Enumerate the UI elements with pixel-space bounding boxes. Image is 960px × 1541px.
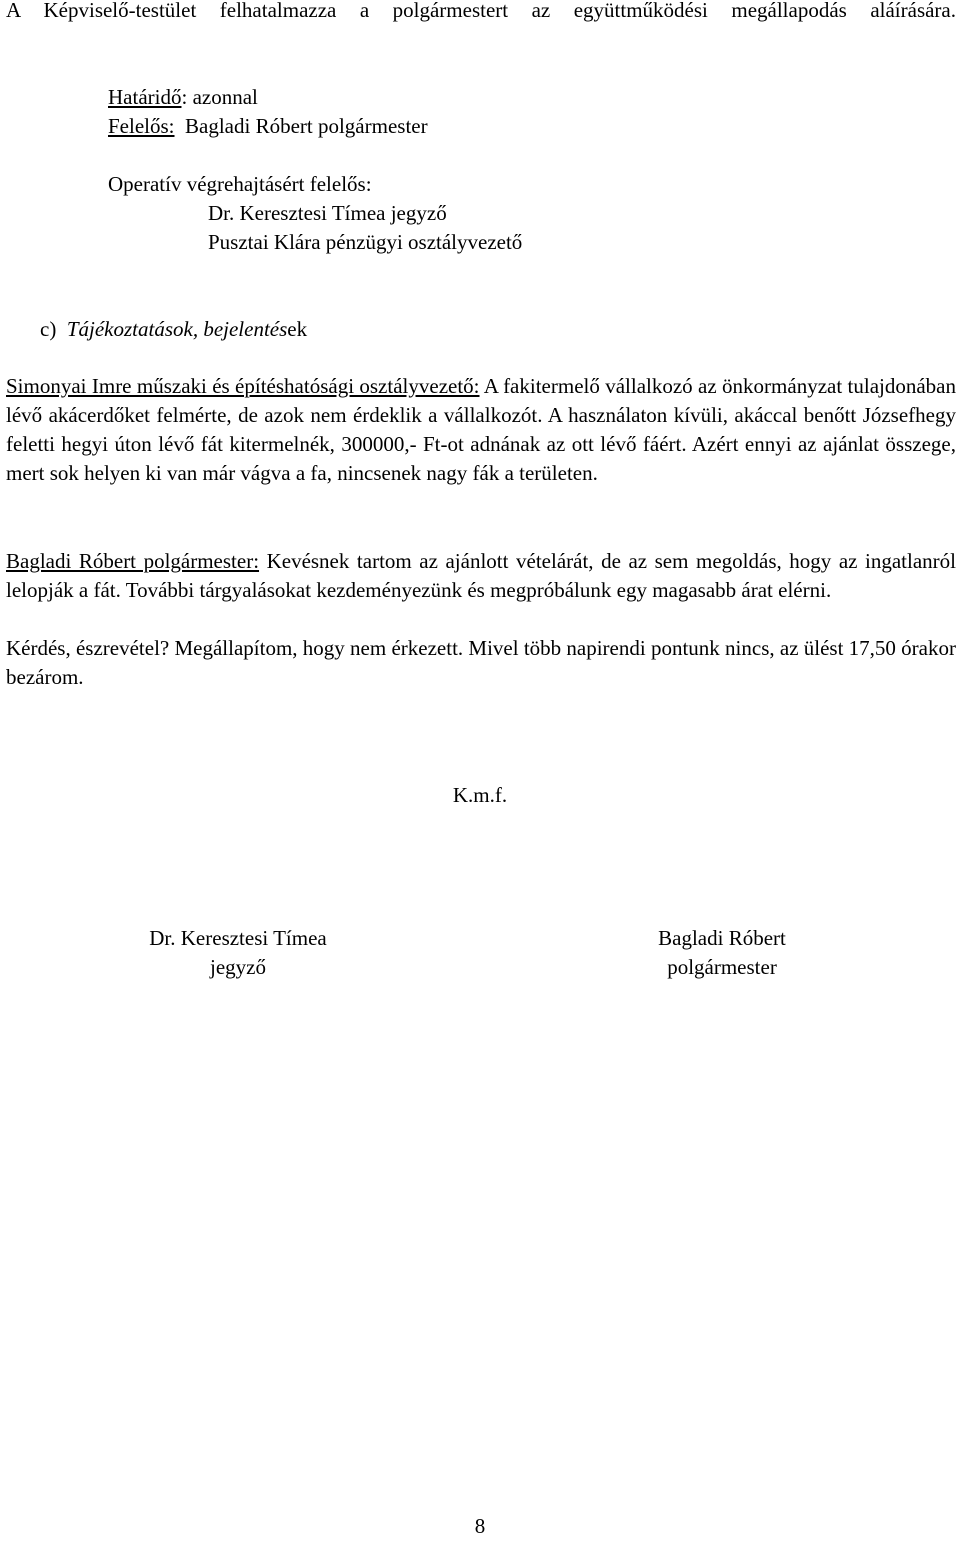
signature-role-notary: jegyző <box>210 955 266 979</box>
deadline-line <box>108 83 258 112</box>
speech-bagladi <box>6 547 956 605</box>
speech-bagladi-text: Kevésnek tartom az ajánlott vételárát, de az sem megoldás, hogy az ingatlanról lelopják a fát. További tárgyalásokat kezdeményezünk és megpróbálunk egy magasabb árat elérni. <box>6 549 956 602</box>
kmf-label: K.m.f. <box>452 783 508 807</box>
signature-name-mayor: Bagladi Róbert <box>658 926 786 950</box>
deadline-label: Határidő <box>108 85 182 109</box>
page-number: 8 <box>474 1514 486 1538</box>
speech-simonyai <box>6 372 956 488</box>
closing-text <box>6 634 956 692</box>
operative-person-1: Dr. Keresztesi Tímea jegyző <box>208 201 447 225</box>
signature-block-mayor <box>572 924 872 982</box>
responsible-label: Felelős: <box>108 114 175 138</box>
speech-simonyai-text: A fakitermelő vállalkozó az önkormányzat tulajdonában lévő akácerdőket felmérte, de azok nem érdeklik a vállalkozót. A használaton kívüli, akáccal benőtt Józsefhegy feletti hegyi úton lévő fát kitermelnék, 300000,- Ft-ot adnának az ott lévő fáért. Azért ennyi az ajánlat összege, mert sok helyen ki van már vágva a fa, nincsenek nagy fák a területen. <box>6 374 956 485</box>
responsible-value: Bagladi Róbert polgármester <box>185 114 428 138</box>
responsible-line <box>108 112 428 141</box>
operative-person-2: Pusztai Klára pénzügyi osztályvezető <box>208 230 523 254</box>
section-c-prefix: c) <box>40 317 57 341</box>
resolution-text <box>6 0 956 25</box>
deadline-value: : azonnal <box>181 85 258 109</box>
resolution-text-content: A Képviselő-testület felhatalmazza a polgármestert az együttműködési megállapodás aláírására. <box>6 0 956 22</box>
section-c-heading <box>40 315 307 344</box>
section-c-title-suffix: ek <box>287 317 308 341</box>
section-c-title: Tájékoztatások, bejelentés <box>66 317 288 341</box>
speaker-bagladi: Bagladi Róbert polgármester: <box>6 549 260 573</box>
operative-label: Operatív végrehajtásért felelős: <box>108 172 372 196</box>
signature-role-mayor: polgármester <box>667 955 777 979</box>
speaker-simonyai: Simonyai Imre műszaki és építéshatósági osztályvezető: <box>6 374 480 398</box>
signature-block-notary <box>88 924 388 982</box>
signature-name-notary: Dr. Keresztesi Tímea <box>149 926 327 950</box>
closing-text-content: Kérdés, észrevétel? Megállapítom, hogy nem érkezett. Mivel több napirendi pontunk nincs, az ülést 17,50 órakor bezárom. <box>6 636 956 689</box>
